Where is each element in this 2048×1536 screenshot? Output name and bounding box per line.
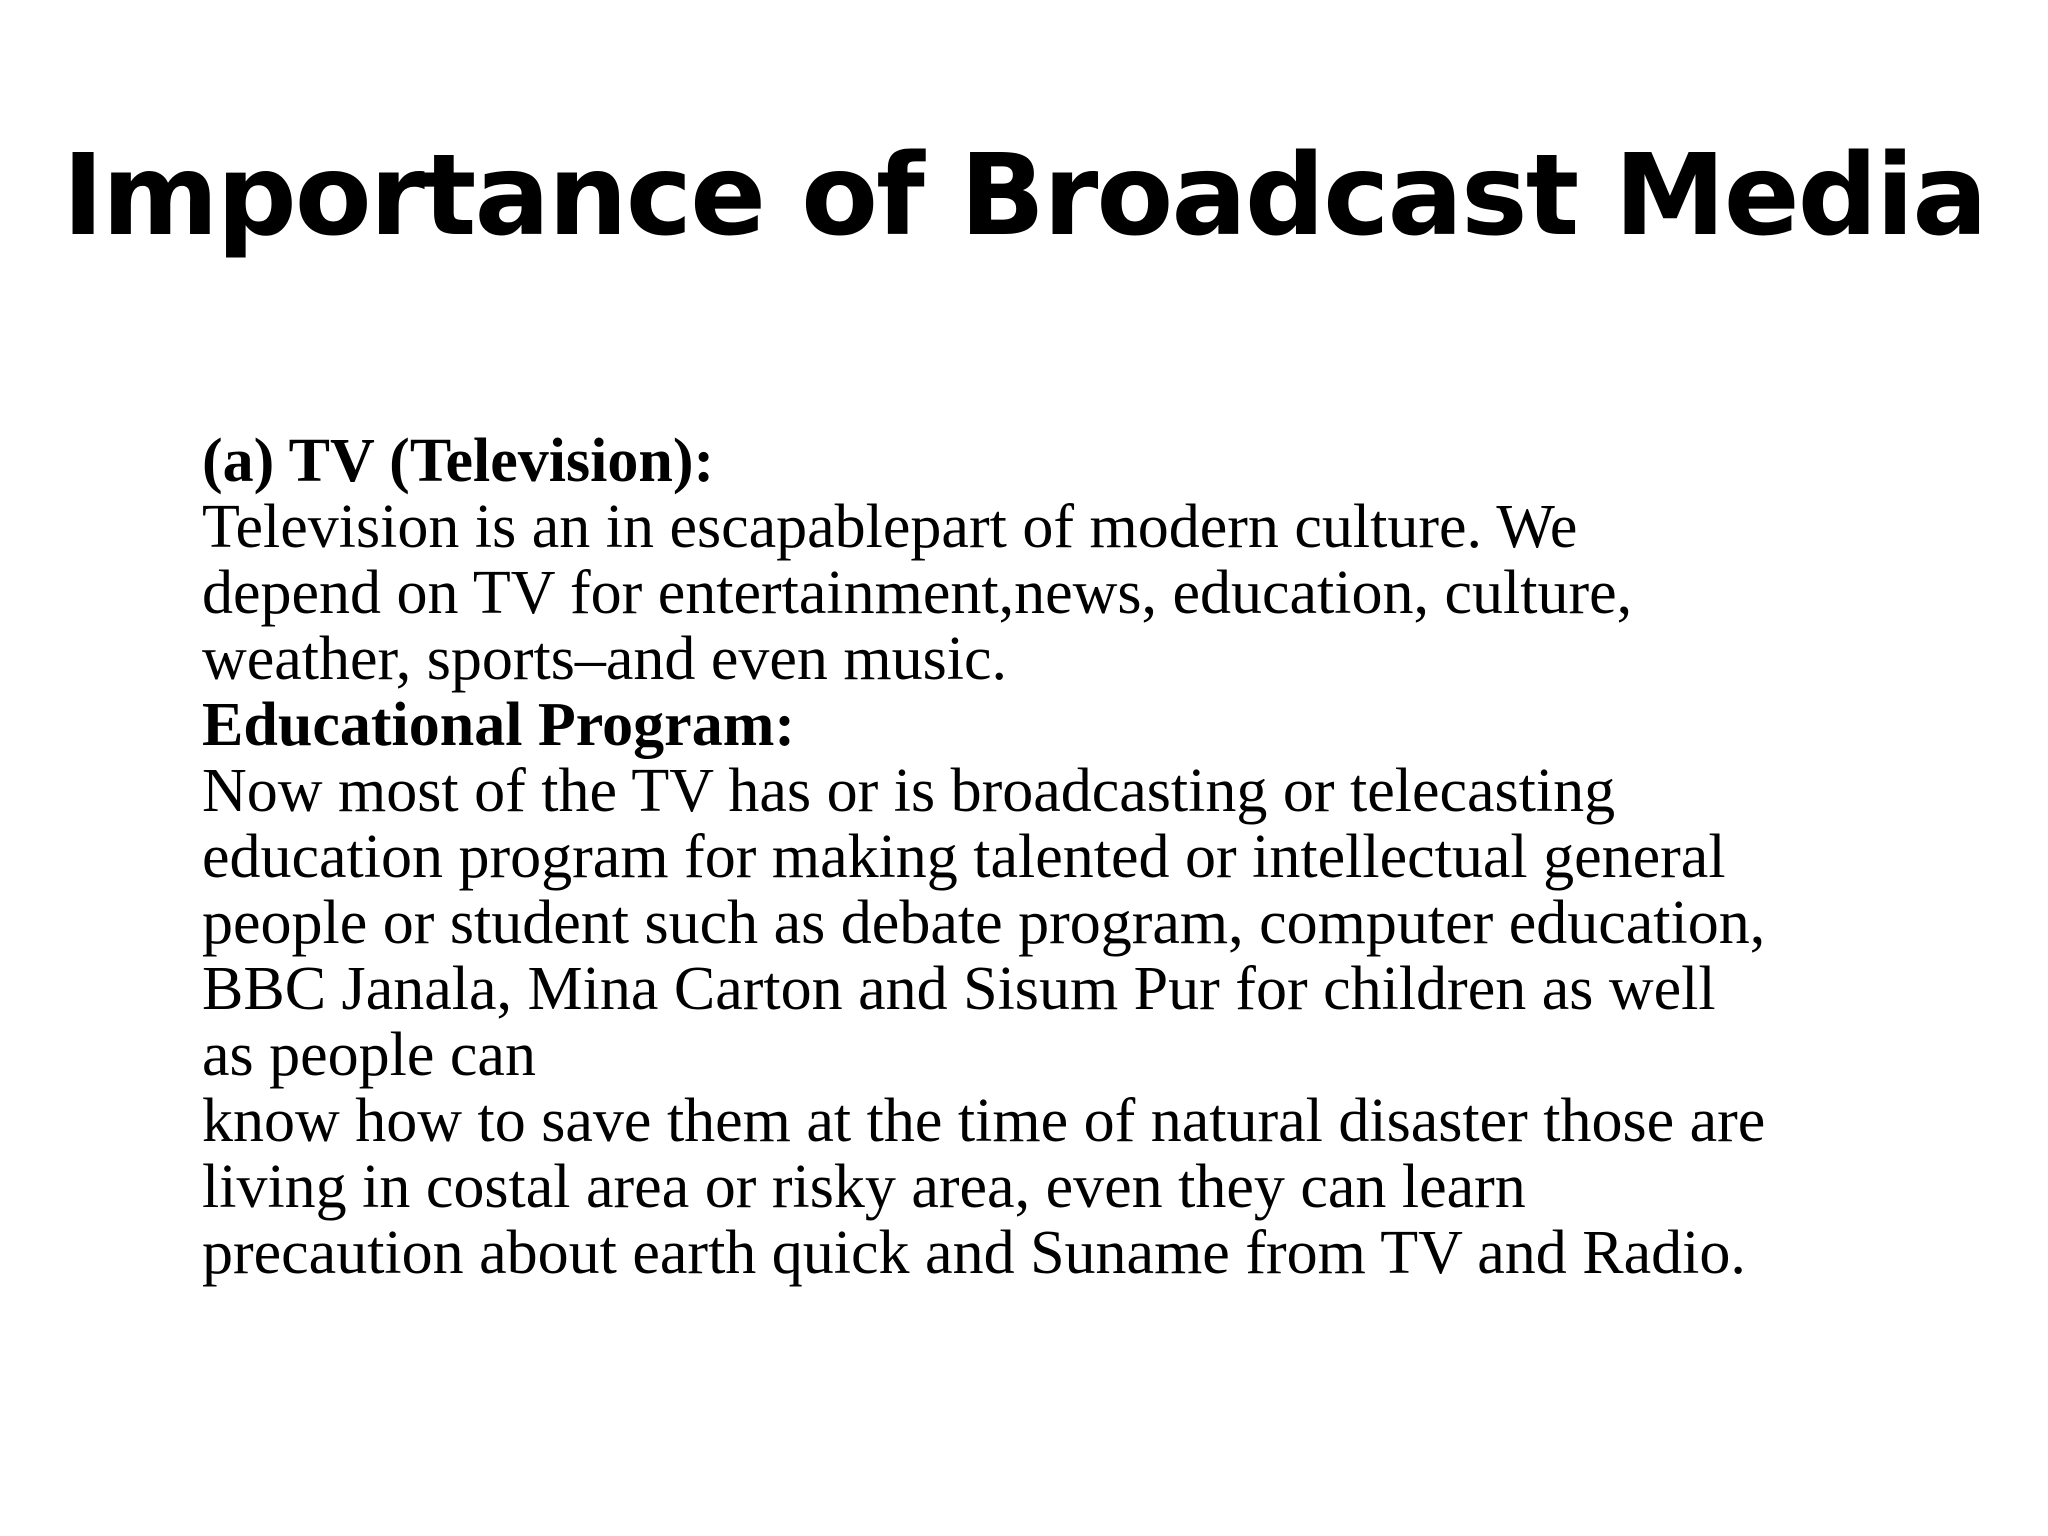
body-line: know how to save them at the time of natural disaster those are	[202, 1087, 1766, 1155]
section-heading-tv: (a) TV (Television):	[202, 427, 715, 495]
slide-body	[202, 428, 1962, 1286]
body-line: weather, sports–and even music.	[202, 625, 1008, 693]
slide-title: Importance of Broadcast Media	[62, 131, 1986, 261]
body-line: BBC Janala, Mina Carton and Sisum Pur for children as well	[202, 955, 1716, 1023]
body-line: Now most of the TV has or is broadcasting or telecasting	[202, 757, 1616, 825]
body-line: as people can	[202, 1021, 536, 1089]
body-line: precaution about earth quick and Suname from TV and Radio.	[202, 1219, 1746, 1287]
section-heading-educational-program: Educational Program:	[202, 691, 795, 759]
body-line: Television is an in escapablepart of modern culture. We	[202, 493, 1578, 561]
body-line: depend on TV for entertainment,news, education, culture,	[202, 559, 1633, 627]
body-line: living in costal area or risky area, even they can learn	[202, 1153, 1526, 1221]
body-line: education program for making talented or intellectual general	[202, 823, 1726, 891]
body-line: people or student such as debate program, computer education,	[202, 889, 1766, 957]
